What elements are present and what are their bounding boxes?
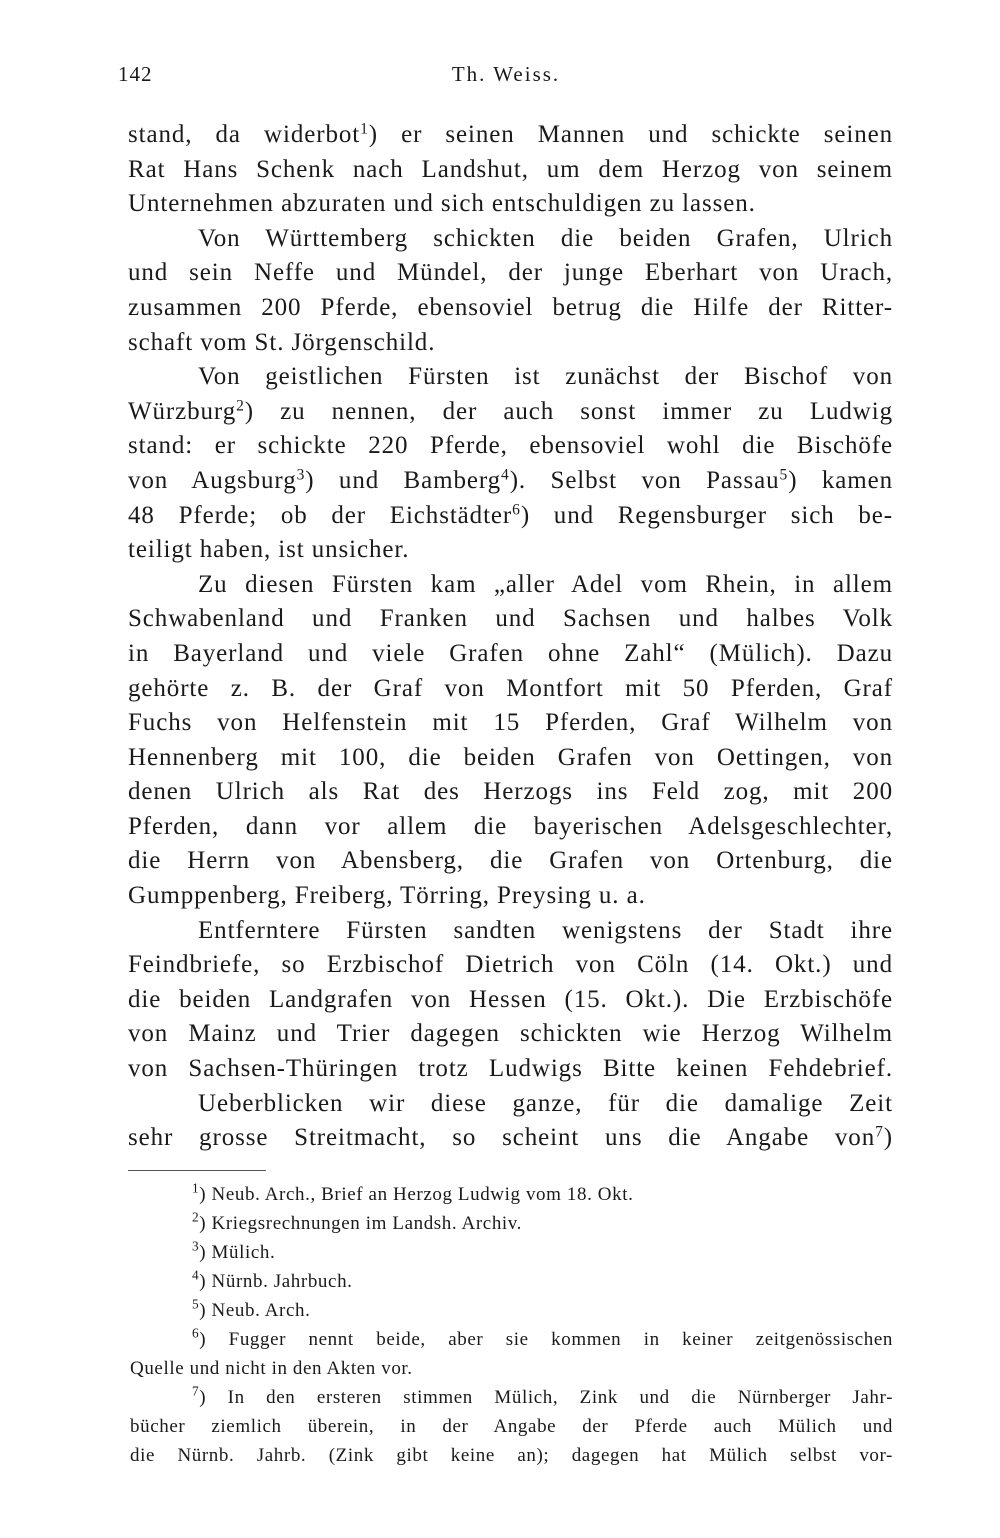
text-line: denen Ulrich als Rat des Herzogs ins Feld zog, mit 200 bbox=[128, 778, 893, 806]
footnote: $^7$) In den ersteren stimmen Mülich, Zink und die Nürnberger Jahr- bbox=[192, 1383, 893, 1408]
footnote-continuation: die Nürnb. Jahrb. (Zink gibt keine an); dagegen hat Mülich selbst vor- bbox=[130, 1445, 893, 1466]
text-line: Würzburg$^2$) zu nennen, der auch sonst immer zu Ludwig bbox=[128, 397, 893, 425]
text-line: Hennenberg mit 100, die beiden Grafen von Oettingen, von bbox=[128, 743, 893, 771]
footnote-ref: 7 bbox=[875, 1123, 884, 1141]
footnote: $^2$) Kriegsrechnungen im Landsh. Archiv. bbox=[192, 1209, 523, 1234]
text-line: Ueberblicken wir diese ganze, für die damalige Zeit bbox=[198, 1089, 893, 1117]
text-line: stand: er schickte 220 Pferde, ebensoviel wohl die Bischöfe bbox=[128, 432, 893, 460]
text-line: Entferntere Fürsten sandten wenigstens der Stadt ihre bbox=[198, 916, 893, 944]
text-line: sehr grosse Streitmacht, so scheint uns die Angabe von$^7$) bbox=[128, 1123, 893, 1152]
text-line: in Bayerland und viele Grafen ohne Zahl“ (Mülich). Dazu bbox=[128, 639, 893, 667]
text-line: 48 Pferde; ob der Eichstädter$^6$) und Regensburger sich be- bbox=[128, 501, 893, 529]
body-text bbox=[128, 118, 893, 1156]
running-title: Th. Weiss. bbox=[451, 62, 561, 86]
footnote: $^6$) Fugger nennt beide, aber sie kommen in keiner zeitgenössischen bbox=[192, 1325, 893, 1350]
footnote-continuation: bücher ziemlich überein, in der Angabe der Pferde auch Mülich und bbox=[130, 1416, 893, 1437]
footnote: $^3$) Mülich. bbox=[192, 1238, 276, 1263]
footnote-ref: 3 bbox=[296, 466, 306, 484]
footnote-ref: 6 bbox=[512, 501, 521, 519]
footnote-ref: 5 bbox=[779, 466, 789, 484]
text-line: Zu diesen Fürsten kam „aller Adel vom Rhein, in allem bbox=[198, 570, 893, 598]
footnote-ref: 4 bbox=[501, 466, 510, 484]
text-line: Unternehmen abzuraten und sich entschuldigen zu lassen. bbox=[128, 190, 756, 218]
text-line: gehörte z. B. der Graf von Montfort mit 50 Pferden, Graf bbox=[128, 674, 893, 702]
footnotes bbox=[130, 1180, 893, 1470]
text-line: Von Württemberg schickten die beiden Grafen, Ulrich bbox=[198, 224, 893, 252]
text-line: Pferden, dann vor allem die bayerischen Adelsgeschlechter, bbox=[128, 812, 893, 840]
text-line: Fuchs von Helfenstein mit 15 Pferden, Graf Wilhelm von bbox=[128, 709, 893, 737]
text-line: die Herrn von Abensberg, die Grafen von Ortenburg, die bbox=[128, 847, 893, 875]
text-line: teiligt haben, ist unsicher. bbox=[128, 536, 410, 564]
text-line: von Augsburg$^3$) und Bamberg$^4$). Selbst von Passau$^5$) kamen bbox=[128, 466, 893, 494]
text-line: von Mainz und Trier dagegen schickten wie Herzog Wilhelm bbox=[128, 1020, 893, 1048]
footnote-ref: 2 bbox=[236, 397, 245, 415]
footnote: $^5$) Neub. Arch. bbox=[192, 1296, 311, 1321]
text-line: von Sachsen-Thüringen trotz Ludwigs Bitte keinen Fehdebrief. bbox=[128, 1055, 893, 1083]
text-line: die beiden Landgrafen von Hessen (15. Okt.). Die Erzbischöfe bbox=[128, 985, 893, 1013]
footnote: $^1$) Neub. Arch., Brief an Herzog Ludwig vom 18. Okt. bbox=[192, 1180, 634, 1205]
footnote: $^4$) Nürnb. Jahrbuch. bbox=[192, 1267, 353, 1292]
text-line: Gumppenberg, Freiberg, Törring, Preysing u. a. bbox=[128, 882, 646, 910]
footnote-continuation: Quelle und nicht in den Akten vor. bbox=[130, 1358, 413, 1379]
text-line: zusammen 200 Pferde, ebensoviel betrug die Hilfe der Ritter- bbox=[128, 293, 893, 321]
text-line: Feindbriefe, so Erzbischof Dietrich von Cöln (14. Okt.) und bbox=[128, 951, 893, 979]
text-line: und sein Neffe und Mündel, der junge Eberhart von Urach, bbox=[128, 259, 893, 287]
footnote-ref: 1 bbox=[360, 120, 369, 138]
text-line: Schwabenland und Franken und Sachsen und halbes Volk bbox=[128, 605, 893, 633]
text-line: stand, da widerbot$^1$) er seinen Mannen und schickte seinen bbox=[128, 120, 894, 148]
footnote-divider bbox=[128, 1170, 266, 1171]
text-line: Von geistlichen Fürsten ist zunächst der Bischof von bbox=[198, 363, 893, 391]
text-line: schaft vom St. Jörgenschild. bbox=[128, 328, 436, 356]
text-line: Rat Hans Schenk nach Landshut, um dem Herzog von seinem bbox=[128, 155, 893, 183]
page-number: 142 bbox=[118, 62, 153, 86]
running-head bbox=[118, 62, 894, 92]
